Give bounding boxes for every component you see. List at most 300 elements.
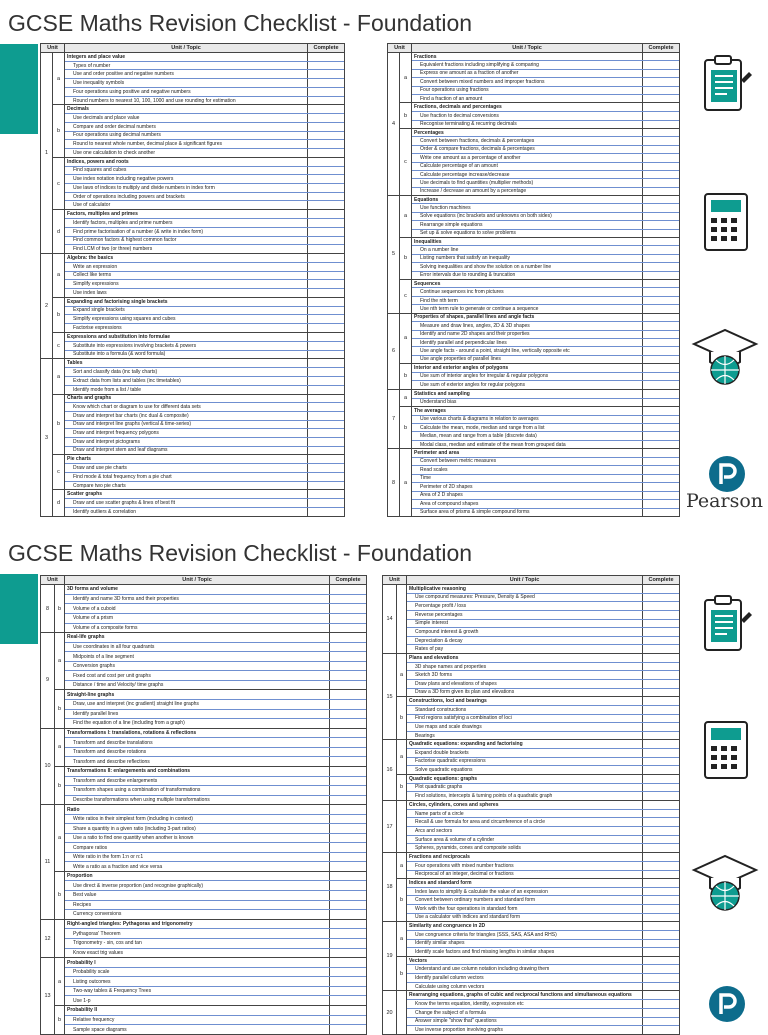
checklist-item: Use laws of indices to multiply and divide numbers in index form [65, 184, 308, 192]
complete-checkbox[interactable] [308, 438, 344, 446]
complete-checkbox[interactable] [643, 784, 679, 792]
complete-checkbox[interactable] [643, 356, 679, 363]
checklist-item: Calculate the mean, mode, median and range from a list [412, 424, 643, 431]
complete-checkbox[interactable] [308, 508, 344, 516]
complete-checkbox[interactable] [330, 1016, 366, 1025]
complete-checkbox[interactable] [330, 681, 366, 690]
checklist-row [412, 111, 679, 120]
complete-checkbox[interactable] [308, 368, 344, 376]
complete-checkbox[interactable] [308, 272, 344, 280]
complete-checkbox[interactable] [643, 792, 679, 800]
complete-checkbox[interactable] [643, 965, 679, 973]
checklist-row [65, 131, 344, 140]
complete-checkbox[interactable] [308, 70, 344, 78]
complete-checkbox[interactable] [308, 490, 344, 498]
complete-checkbox[interactable] [643, 766, 679, 774]
checklist-row [412, 482, 679, 490]
complete-checkbox[interactable] [308, 359, 344, 367]
complete-checkbox[interactable] [330, 862, 366, 871]
complete-checkbox[interactable] [643, 620, 679, 628]
checklist-row [412, 499, 679, 507]
complete-checkbox[interactable] [330, 719, 366, 728]
complete-checkbox[interactable] [643, 810, 679, 818]
graduation-globe-icon [690, 322, 760, 386]
complete-checkbox[interactable] [308, 351, 344, 359]
checklist-row [412, 162, 679, 170]
complete-checkbox[interactable] [643, 339, 679, 346]
complete-checkbox[interactable] [643, 373, 679, 381]
topic-block [65, 298, 344, 332]
complete-checkbox[interactable] [643, 871, 679, 879]
complete-checkbox[interactable] [643, 853, 679, 861]
topic-block [412, 103, 679, 128]
complete-checkbox[interactable] [643, 1009, 679, 1017]
checklist-row [407, 791, 679, 800]
complete-checkbox[interactable] [643, 322, 679, 329]
complete-checkbox[interactable] [643, 1026, 679, 1034]
complete-checkbox[interactable] [308, 412, 344, 420]
checklist-item: Convert between mixed numbers and improper fractions [412, 78, 643, 85]
complete-checkbox[interactable] [308, 298, 344, 306]
subsection [53, 210, 344, 253]
subsection-topics [65, 254, 344, 297]
complete-checkbox[interactable] [308, 123, 344, 131]
complete-checkbox[interactable] [643, 137, 679, 144]
complete-checkbox[interactable] [643, 87, 679, 94]
checklist-item: Transform and describe enlargements [65, 777, 330, 786]
complete-checkbox[interactable] [643, 103, 679, 111]
checklist-item: Compound interest & growth [407, 628, 643, 636]
complete-checkbox[interactable] [643, 399, 679, 407]
complete-checkbox[interactable] [308, 228, 344, 236]
complete-checkbox[interactable] [643, 888, 679, 896]
complete-checkbox[interactable] [643, 940, 679, 948]
complete-checkbox[interactable] [643, 1000, 679, 1008]
checklist-item: Time [412, 475, 643, 482]
checklist-row [412, 203, 679, 211]
topic-heading: Indices and standard form [407, 879, 643, 887]
unit-number: 18 [383, 853, 397, 921]
complete-checkbox[interactable] [643, 53, 679, 60]
complete-checkbox[interactable] [643, 213, 679, 220]
complete-checkbox[interactable] [330, 881, 366, 890]
checklist-item: Expand double brackets [407, 749, 643, 757]
complete-checkbox[interactable] [330, 710, 366, 719]
subsection-topics [407, 697, 679, 739]
checklist-row [412, 220, 679, 228]
checklist-row [412, 415, 679, 423]
complete-checkbox[interactable] [643, 163, 679, 170]
complete-checkbox[interactable] [330, 700, 366, 709]
subsection-topics [407, 775, 679, 800]
complete-checkbox[interactable] [308, 201, 344, 209]
checklist-item: Find LCM of two (or three) numbers [65, 245, 308, 253]
complete-checkbox[interactable] [308, 53, 344, 61]
complete-checkbox[interactable] [643, 827, 679, 835]
topic-heading-row [412, 238, 679, 245]
complete-checkbox[interactable] [308, 263, 344, 271]
complete-checkbox[interactable] [643, 154, 679, 161]
topic-block [65, 105, 344, 156]
subsection-topics [407, 654, 679, 696]
subsection-topics [407, 922, 679, 956]
topic-block [407, 853, 679, 878]
complete-checkbox[interactable] [330, 1025, 366, 1034]
complete-checkbox[interactable] [330, 1006, 366, 1015]
complete-checkbox[interactable] [308, 237, 344, 245]
complete-checkbox[interactable] [643, 749, 679, 757]
checklist-item: Set up & solve equations to solve problems [412, 230, 643, 237]
topic-block [65, 254, 344, 297]
checklist-item: Factorise quadratic expressions [407, 758, 643, 766]
checklist-item: Find the nth term [412, 297, 643, 304]
complete-checkbox[interactable] [643, 723, 679, 731]
complete-checkbox[interactable] [308, 447, 344, 455]
checklist-row [65, 279, 344, 288]
subsection-topics [65, 920, 366, 958]
complete-checkbox[interactable] [308, 395, 344, 403]
complete-checkbox[interactable] [308, 421, 344, 429]
complete-checkbox[interactable] [308, 280, 344, 288]
complete-checkbox[interactable] [330, 987, 366, 996]
complete-checkbox[interactable] [643, 288, 679, 295]
checklist-item: Know the terms equation, identity, expression etc [407, 1000, 643, 1008]
complete-checkbox[interactable] [643, 364, 679, 372]
complete-checkbox[interactable] [643, 331, 679, 338]
complete-checkbox[interactable] [643, 78, 679, 85]
complete-checkbox[interactable] [308, 210, 344, 218]
complete-checkbox[interactable] [643, 905, 679, 913]
complete-checkbox[interactable] [643, 347, 679, 354]
complete-checkbox[interactable] [330, 920, 366, 929]
complete-checkbox[interactable] [643, 95, 679, 102]
complete-checkbox[interactable] [643, 663, 679, 671]
topic-heading: Tables [65, 359, 308, 367]
checklist-row [412, 229, 679, 237]
complete-checkbox[interactable] [643, 500, 679, 507]
topic-heading: Sequences [412, 280, 643, 287]
complete-checkbox[interactable] [643, 706, 679, 714]
complete-checkbox[interactable] [330, 643, 366, 652]
complete-checkbox[interactable] [643, 974, 679, 982]
complete-checkbox[interactable] [643, 931, 679, 939]
complete-checkbox[interactable] [330, 996, 366, 1005]
complete-checkbox[interactable] [330, 595, 366, 604]
complete-checkbox[interactable] [308, 114, 344, 122]
complete-checkbox[interactable] [308, 342, 344, 350]
complete-checkbox[interactable] [643, 775, 679, 783]
complete-checkbox[interactable] [308, 62, 344, 70]
complete-checkbox[interactable] [643, 611, 679, 619]
checklist-row [65, 976, 366, 986]
complete-checkbox[interactable] [308, 315, 344, 323]
complete-checkbox[interactable] [643, 263, 679, 270]
complete-checkbox[interactable] [643, 280, 679, 287]
complete-checkbox[interactable] [643, 732, 679, 740]
complete-checkbox[interactable] [330, 690, 366, 699]
complete-checkbox[interactable] [308, 184, 344, 192]
complete-checkbox[interactable] [330, 958, 366, 967]
complete-checkbox[interactable] [308, 79, 344, 87]
topic-heading-row [65, 254, 344, 262]
complete-checkbox[interactable] [643, 314, 679, 321]
complete-checkbox[interactable] [643, 112, 679, 120]
subsection-topics [65, 729, 366, 766]
topic-block [65, 585, 366, 632]
complete-checkbox[interactable] [308, 167, 344, 175]
complete-checkbox[interactable] [643, 948, 679, 956]
complete-checkbox[interactable] [330, 633, 366, 642]
complete-checkbox[interactable] [330, 805, 366, 814]
complete-checkbox[interactable] [308, 193, 344, 201]
complete-checkbox[interactable] [643, 432, 679, 439]
complete-checkbox[interactable] [643, 188, 679, 195]
complete-checkbox[interactable] [330, 891, 366, 900]
topic-block [407, 801, 679, 852]
complete-checkbox[interactable] [330, 901, 366, 910]
topic-heading-row [412, 196, 679, 203]
complete-checkbox[interactable] [330, 767, 366, 776]
complete-checkbox[interactable] [308, 219, 344, 227]
complete-checkbox[interactable] [643, 991, 679, 999]
checklist-row [412, 346, 679, 354]
complete-checkbox[interactable] [643, 680, 679, 688]
complete-checkbox[interactable] [308, 307, 344, 315]
complete-checkbox[interactable] [643, 836, 679, 844]
complete-checkbox[interactable] [643, 238, 679, 245]
complete-checkbox[interactable] [308, 175, 344, 183]
complete-checkbox[interactable] [308, 158, 344, 166]
complete-checkbox[interactable] [643, 697, 679, 705]
complete-checkbox[interactable] [308, 482, 344, 490]
complete-checkbox[interactable] [643, 424, 679, 431]
complete-checkbox[interactable] [643, 171, 679, 178]
complete-checkbox[interactable] [330, 652, 366, 661]
complete-checkbox[interactable] [643, 602, 679, 610]
complete-checkbox[interactable] [643, 740, 679, 748]
complete-checkbox[interactable] [308, 88, 344, 96]
checklist-item: Area of 2 D shapes [412, 492, 643, 499]
checklist-item: Transform and describe rotations [65, 748, 330, 757]
complete-checkbox[interactable] [330, 796, 366, 805]
subsection-letter: a [55, 729, 65, 766]
complete-checkbox[interactable] [330, 624, 366, 633]
subsection-letter: a [397, 922, 407, 956]
complete-checkbox[interactable] [308, 464, 344, 472]
column-header-unit: Unit [41, 44, 65, 52]
complete-checkbox[interactable] [643, 221, 679, 228]
checklist-item: Expand single brackets [65, 307, 308, 315]
complete-checkbox[interactable] [643, 879, 679, 887]
complete-checkbox[interactable] [643, 475, 679, 482]
complete-checkbox[interactable] [643, 297, 679, 304]
topic-heading-row [412, 390, 679, 398]
unit-subsections [400, 314, 679, 389]
complete-checkbox[interactable] [643, 654, 679, 662]
complete-checkbox[interactable] [643, 801, 679, 809]
complete-checkbox[interactable] [643, 645, 679, 653]
table-body [388, 53, 679, 516]
complete-checkbox[interactable] [330, 757, 366, 766]
topic-heading-row [65, 298, 344, 306]
complete-checkbox[interactable] [643, 914, 679, 922]
complete-checkbox[interactable] [643, 416, 679, 423]
complete-checkbox[interactable] [308, 254, 344, 262]
complete-checkbox[interactable] [330, 929, 366, 938]
complete-checkbox[interactable] [643, 381, 679, 389]
complete-checkbox[interactable] [643, 121, 679, 129]
checklist-item: Calculate using column vectors [407, 983, 643, 991]
complete-checkbox[interactable] [330, 872, 366, 881]
complete-checkbox[interactable] [643, 758, 679, 766]
complete-checkbox[interactable] [643, 844, 679, 852]
complete-checkbox[interactable] [643, 70, 679, 77]
complete-checkbox[interactable] [308, 499, 344, 507]
complete-checkbox[interactable] [643, 585, 679, 593]
complete-checkbox[interactable] [330, 949, 366, 958]
complete-checkbox[interactable] [330, 748, 366, 757]
complete-checkbox[interactable] [308, 105, 344, 113]
complete-checkbox[interactable] [308, 473, 344, 481]
complete-checkbox[interactable] [308, 97, 344, 105]
topic-heading: Expanding and factorising single brackets [65, 298, 308, 306]
unit-group [41, 633, 366, 728]
subsection [397, 775, 679, 800]
complete-checkbox[interactable] [643, 449, 679, 456]
complete-checkbox[interactable] [330, 834, 366, 843]
unit-number: 1 [41, 53, 53, 253]
checklist-row [412, 321, 679, 329]
topic-heading-row [65, 455, 344, 463]
complete-checkbox[interactable] [643, 230, 679, 237]
complete-checkbox[interactable] [643, 896, 679, 904]
complete-checkbox[interactable] [643, 204, 679, 211]
complete-checkbox[interactable] [643, 146, 679, 153]
subsection-topics [65, 767, 366, 804]
subsection-letter: b [55, 690, 65, 727]
complete-checkbox[interactable] [330, 815, 366, 824]
complete-checkbox[interactable] [330, 729, 366, 738]
page-title: GCSE Maths Revision Checklist - Foundation [8, 10, 473, 36]
complete-checkbox[interactable] [643, 305, 679, 312]
subsection-topics [65, 1006, 366, 1034]
complete-checkbox[interactable] [643, 671, 679, 679]
complete-checkbox[interactable] [643, 272, 679, 279]
checklist-row [412, 296, 679, 304]
complete-checkbox[interactable] [643, 637, 679, 645]
complete-checkbox[interactable] [643, 61, 679, 68]
complete-checkbox[interactable] [308, 333, 344, 341]
complete-checkbox[interactable] [643, 509, 679, 516]
complete-checkbox[interactable] [308, 132, 344, 140]
complete-checkbox[interactable] [643, 957, 679, 965]
complete-checkbox[interactable] [643, 983, 679, 991]
complete-checkbox[interactable] [308, 429, 344, 437]
checklist-item: Use index laws [65, 289, 308, 297]
subsection-letter: d [53, 210, 65, 253]
complete-checkbox[interactable] [643, 129, 679, 136]
topic-block [412, 314, 679, 363]
complete-checkbox[interactable] [330, 585, 366, 594]
complete-checkbox[interactable] [308, 140, 344, 148]
complete-checkbox[interactable] [330, 968, 366, 977]
complete-checkbox[interactable] [643, 196, 679, 203]
complete-checkbox[interactable] [643, 255, 679, 262]
subsection-topics [65, 690, 366, 727]
complete-checkbox[interactable] [330, 671, 366, 680]
checklist-row [412, 491, 679, 499]
complete-checkbox[interactable] [643, 922, 679, 930]
complete-checkbox[interactable] [308, 324, 344, 332]
complete-checkbox[interactable] [643, 818, 679, 826]
checklist-item: Conversion graphs [65, 662, 330, 671]
complete-checkbox[interactable] [643, 441, 679, 448]
checklist-item: Compare ratios [65, 843, 330, 852]
complete-checkbox[interactable] [643, 407, 679, 414]
complete-checkbox[interactable] [643, 862, 679, 870]
complete-checkbox[interactable] [308, 149, 344, 157]
complete-checkbox[interactable] [643, 594, 679, 602]
complete-checkbox[interactable] [308, 245, 344, 253]
complete-checkbox[interactable] [330, 939, 366, 948]
unit-group [41, 585, 366, 633]
complete-checkbox[interactable] [330, 910, 366, 919]
unit-subsections [397, 922, 679, 990]
checklist-row [65, 699, 366, 709]
page-title: GCSE Maths Revision Checklist - Foundation [8, 540, 473, 566]
subsection-topics [412, 129, 679, 195]
subsection-letter: b [400, 103, 412, 128]
checklist-row [65, 200, 344, 209]
complete-checkbox[interactable] [643, 689, 679, 697]
checklist-row [65, 314, 344, 323]
complete-checkbox[interactable] [330, 738, 366, 747]
complete-checkbox[interactable] [330, 853, 366, 862]
complete-checkbox[interactable] [308, 289, 344, 297]
complete-checkbox[interactable] [308, 386, 344, 394]
complete-checkbox[interactable] [308, 455, 344, 463]
complete-checkbox[interactable] [330, 604, 366, 613]
unit-group [41, 805, 366, 919]
complete-checkbox[interactable] [643, 246, 679, 253]
subsection [397, 585, 679, 653]
complete-checkbox[interactable] [330, 824, 366, 833]
complete-checkbox[interactable] [643, 492, 679, 499]
complete-checkbox[interactable] [643, 483, 679, 490]
topic-block [65, 53, 344, 104]
subsection-letter: a [55, 633, 65, 689]
complete-checkbox[interactable] [643, 628, 679, 636]
complete-checkbox[interactable] [330, 977, 366, 986]
checklist-row [65, 148, 344, 157]
complete-checkbox[interactable] [643, 458, 679, 465]
unit-number: 7 [388, 390, 400, 448]
complete-checkbox[interactable] [643, 1018, 679, 1026]
complete-checkbox[interactable] [643, 179, 679, 186]
checklist-row [65, 288, 344, 297]
complete-checkbox[interactable] [308, 403, 344, 411]
complete-checkbox[interactable] [330, 843, 366, 852]
checklist-item: Use inequality symbols [65, 79, 308, 87]
complete-checkbox[interactable] [330, 662, 366, 671]
complete-checkbox[interactable] [330, 777, 366, 786]
complete-checkbox[interactable] [643, 466, 679, 473]
complete-checkbox[interactable] [330, 614, 366, 623]
complete-checkbox[interactable] [330, 786, 366, 795]
complete-checkbox[interactable] [643, 390, 679, 398]
complete-checkbox[interactable] [308, 377, 344, 385]
complete-checkbox[interactable] [643, 715, 679, 723]
